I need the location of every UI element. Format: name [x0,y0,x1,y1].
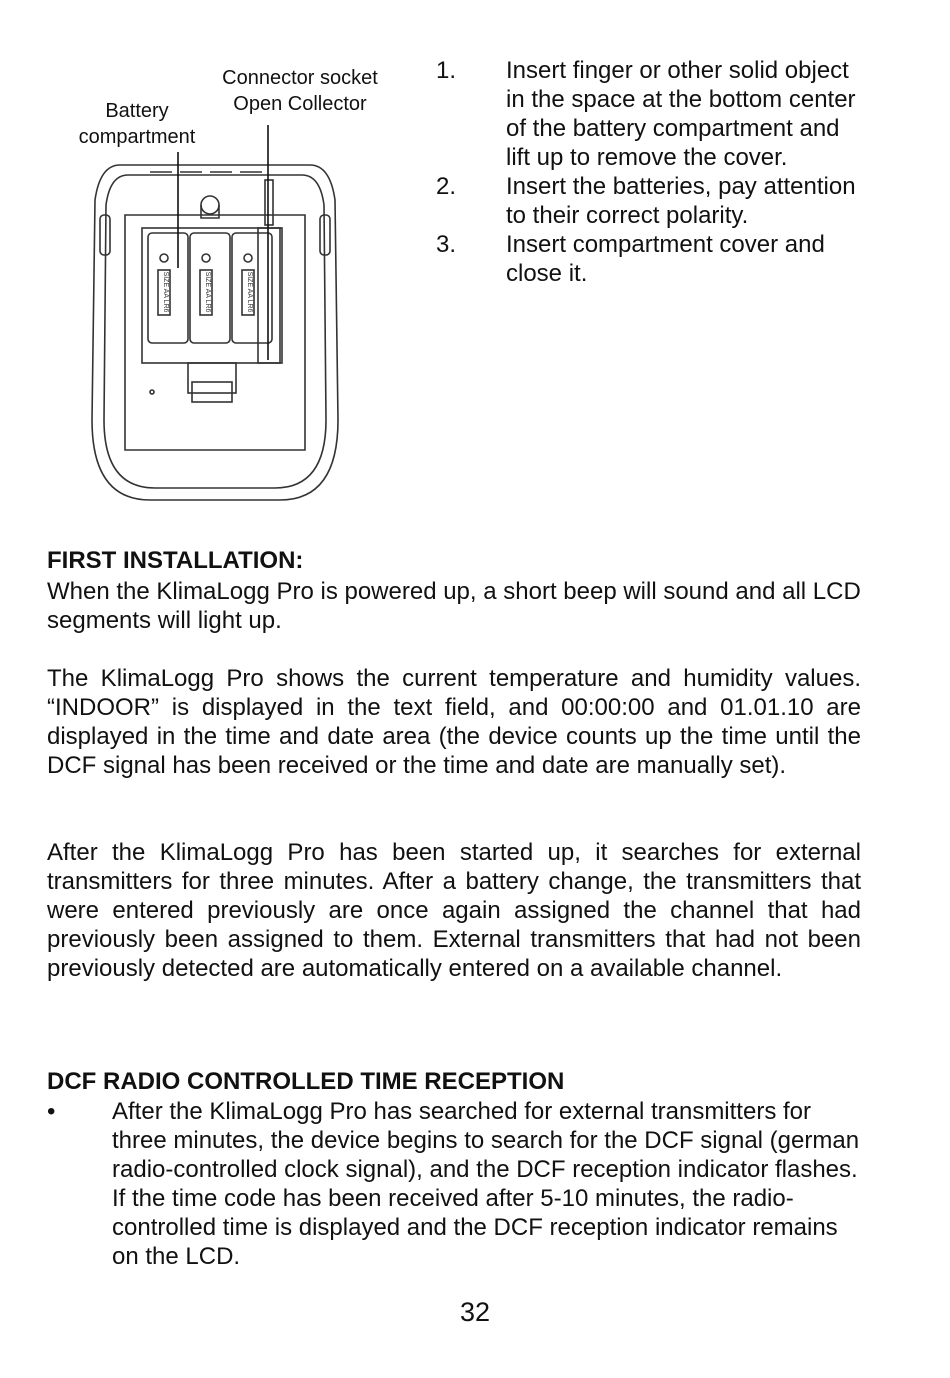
page-number: 32 [459,1297,491,1327]
first-installation-heading: FIRST INSTALLATION: [47,547,304,574]
step-text: Insert finger or other solid object in the space at the bottom center of the battery compartment and lift up to remove the cover. [506,57,856,171]
step-2 [430,172,870,230]
step-number: 1. [436,57,457,84]
step-number: 2. [436,173,457,200]
paragraph-transmitter-search: After the KlimaLogg Pro has been started up, it searches for external transmitters for three minutes. After a battery change, the transmitters that were entered previously are once again assigned the channel that had previously been assigned to them. External transmitters that had not been previously detected are automatically entered on a available channel. [47,839,861,982]
paragraph-power-up: When the KlimaLogg Pro is powered up, a short beep will sound and all LCD segments will light up. [47,578,861,634]
step-text: Insert compartment cover and close it. [506,231,825,287]
step-3 [430,230,870,288]
battery-marking-1: SIZE AA LR6 [162,271,169,313]
paragraph-display-values: The KlimaLogg Pro shows the current temperature and humidity values. “INDOOR” is displayed in the text field, and 00:00:00 and 01.01.10 are displayed in the time and date area (the device counts up the time until the DCF signal has been received or the time and date are manually set). [47,665,861,779]
bullet-icon: • [47,1098,56,1125]
step-1 [430,56,870,172]
connector-socket-label: Connector socket Open Collector [222,67,378,115]
battery-marking-3: SIZE AA LR6 [246,271,253,313]
battery-marking-2: SIZE AA LR6 [204,271,211,313]
device-back-illustration [80,120,350,510]
step-text: Insert the batteries, pay attention to their correct polarity. [506,173,856,229]
dcf-bullet-text: After the KlimaLogg Pro has searched for external transmitters for three minutes, the device begins to search for the DCF signal (german radio-controlled clock signal), and the DCF reception indicator flashes. If the time code has been received after 5-10 minutes, the radio-controlled time is displayed and the DCF reception indicator remains on the LCD. [112,1098,860,1270]
installation-steps [430,56,870,288]
dcf-reception-heading: DCF RADIO CONTROLLED TIME RECEPTION [47,1068,565,1095]
dcf-bullet-item [47,1097,861,1271]
battery-compartment-label: Battery compartment [78,100,196,148]
step-number: 3. [436,231,457,258]
